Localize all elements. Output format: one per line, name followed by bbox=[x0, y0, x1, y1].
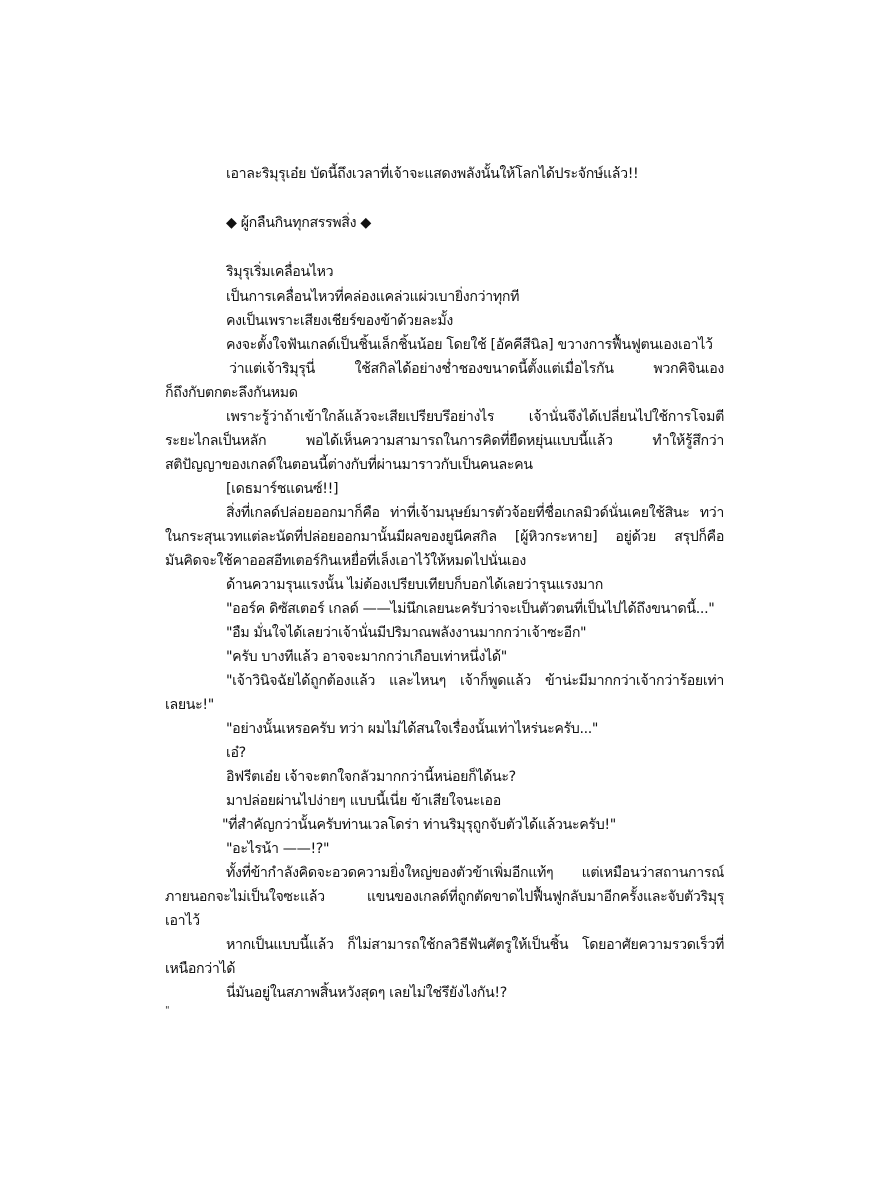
dialogue-line: "อืม มั่นใจได้เลยว่าเจ้านั่นมีปริมาณพลังงานมากกว่าเจ้าซะอีก" bbox=[226, 625, 587, 641]
paragraph-line: อิฟรีตเอ๋ย เจ้าจะตกใจกลัวมากกว่านี้หน่อยก็ได้นะ? bbox=[226, 769, 516, 785]
paragraph-line: มันคิดจะใช้คาออสอีทเตอร์กินเหยื่อที่เล็งเอาไว้ให้หมดไปนั่นเอง bbox=[165, 553, 526, 569]
dialogue-line: "ครับ บางทีแล้ว อาจจะมากกว่าเกือบเท่าหนึ่งได้" bbox=[226, 649, 507, 665]
paragraph-line: นี่มันอยู่ในสภาพสิ้นหวังสุดๆ เลยไม่ใช่รึยังไงกัน!? bbox=[226, 985, 507, 1001]
paragraph-line: ในกระสุนเวทแต่ละนัดที่ปล่อยออกมานั้นมีผลของยูนีคสกิล [ผู้หิวกระหาย] อยู่ด้วย สรุปก็คือ bbox=[165, 529, 724, 545]
paragraph-line: เหนือกว่าได้ bbox=[165, 961, 236, 977]
paragraph-line: ว่าแต่เจ้าริมุรุนี่ ใช้สกิลได้อย่างช่ำชองขนาดนี้ตั้งแต่เมื่อไรกัน พวกคิจินเอง bbox=[229, 361, 724, 377]
stray-quote-mark: " bbox=[165, 1005, 170, 1016]
paragraph-line: ก็ถึงกับตกตะลึงกันหมด bbox=[165, 385, 298, 401]
dialogue-line: "ที่สำคัญกว่านั้นครับท่านเวลโดร่า ท่านริมุรุถูกจับตัวได้แล้วนะครับ!" bbox=[222, 817, 616, 833]
paragraph-line: เอาละริมุรุเอ๋ย บัดนี้ถึงเวลาที่เจ้าจะแสดงพลังนั้นให้โลกได้ประจักษ์แล้ว!! bbox=[226, 166, 639, 182]
paragraph-line: ระยะไกลเป็นหลัก พอได้เห็นความสามารถในการคิดที่ยืดหยุ่นแบบนี้แล้ว ทำให้รู้สึกว่า bbox=[165, 433, 724, 449]
paragraph-line: คงเป็นเพราะเสียงเชียร์ของข้าด้วยละมั้ง bbox=[226, 313, 453, 329]
paragraph-line: เพราะรู้ว่าถ้าเข้าใกล้แล้วจะเสียเปรียบรึอย่างไร เจ้านั่นจึงได้เปลี่ยนไปใช้การโจมตี bbox=[226, 409, 724, 425]
dialogue-line: "เจ้าวินิจฉัยได้ถูกต้องแล้ว และไหนๆ เจ้าก็พูดแล้ว ข้าน่ะมีมากกว่าเจ้ากว่าร้อยเท่า bbox=[226, 673, 724, 689]
dialogue-line: เลยนะ!" bbox=[165, 697, 214, 713]
paragraph-line: สิ่งที่เกลด์ปล่อยออกมาก็คือ ท่าที่เจ้ามนุษย์มารตัวจ้อยที่ชื่อเกลมิวด์นั่นเคยใช้สินะ ทว่า bbox=[226, 505, 724, 521]
paragraph-line: หากเป็นแบบนี้แล้ว ก็ไม่สามารถใช้กลวิธีฟันศัตรูให้เป็นชิ้น โดยอาศัยความรวดเร็วที่ bbox=[226, 937, 724, 953]
paragraph-line: เอ๋? bbox=[226, 745, 246, 761]
dialogue-line: "อะไรน้า ——!?" bbox=[226, 841, 330, 857]
section-heading: ◆ ผู้กลืนกินทุกสรรพสิ่ง ◆ bbox=[226, 215, 371, 231]
dialogue-line: "อย่างนั้นเหรอครับ ทว่า ผมไม่ได้สนใจเรื่องนั้นเท่าไหร่นะครับ..." bbox=[226, 721, 599, 737]
dialogue-line: "ออร์ค ดิซัสเตอร์ เกลด์ ——ไม่นึกเลยนะครับว่าจะเป็นตัวตนที่เป็นไปได้ถึงขนาดนี้..." bbox=[226, 601, 715, 617]
paragraph-line: ด้านความรุนแรงนั้น ไม่ต้องเปรียบเทียบก็บอกได้เลยว่ารุนแรงมาก bbox=[226, 577, 604, 593]
paragraph-line: คงจะตั้งใจฟันเกลด์เป็นชิ้นเล็กชิ้นน้อย โดยใช้ [อัคคีสีนิล] ขวางการฟื้นฟูตนเองเอาไว้ bbox=[226, 337, 713, 353]
paragraph-line: เอาไว้ bbox=[165, 913, 200, 929]
paragraph-line: สติปัญญาของเกลด์ในตอนนี้ต่างกับที่ผ่านมาราวกับเป็นคนละคน bbox=[165, 457, 533, 473]
paragraph-line: ริมุรุเริ่มเคลื่อนไหว bbox=[226, 264, 334, 280]
paragraph-line: ภายนอกจะไม่เป็นใจซะแล้ว แขนของเกลด์ที่ถูกตัดขาดไปฟื้นฟูกลับมาอีกครั้งและจับตัวริมุรุ bbox=[165, 889, 724, 905]
paragraph-line: เป็นการเคลื่อนไหวที่คล่องแคล่วแผ่วเบายิ่งกว่าทุกที bbox=[226, 289, 520, 305]
paragraph-line: มาปล่อยผ่านไปง่ายๆ แบบนี้เนี่ย ข้าเสียใจนะเออ bbox=[226, 793, 501, 809]
paragraph-line: ทั้งที่ข้ากำลังคิดจะอวดความยิ่งใหญ่ของตัวข้าเพิ่มอีกแท้ๆ แต่เหมือนว่าสถานการณ์ bbox=[226, 865, 724, 881]
paragraph-line: [เดธมาร์ชแดนซ์!!] bbox=[226, 481, 339, 497]
